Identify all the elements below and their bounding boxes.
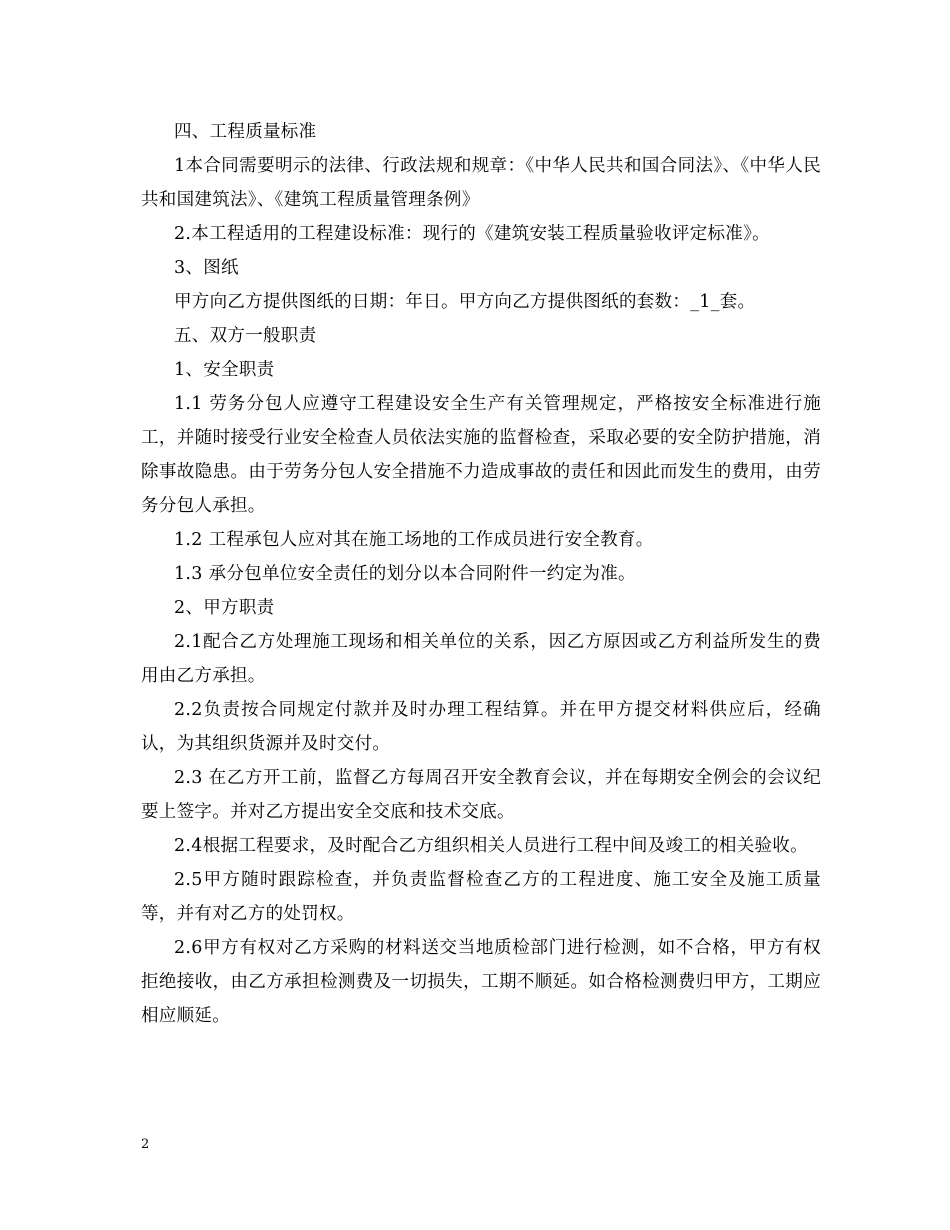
section-heading-quality-standards: 四、工程质量标准 <box>174 122 317 142</box>
clause-2-4: 2.4根据工程要求，及时配合乙方组织相关人员进行工程中间及竣工的相关验收。 <box>174 836 808 856</box>
paragraph-construction-standards: 2.本工程适用的工程建设标准：现行的《建筑安装工程质量验收评定标准》。 <box>174 224 770 244</box>
clause-1-1: 1.1 劳务分包人应遵守工程建设安全生产有关管理规定，严格按安全标准进行施工，并随时接受行业安全检查人员依法实施的监督检查，采取必要的安全防护措施，消除事故隐患。由于劳务分包人安全措施不力造成事故的责任和因此而发生的费用，由劳务分包人承担。 <box>141 394 821 516</box>
paragraph-laws-regulations: 1本合同需要明示的法律、行政法规和规章：《中华人民共和国合同法》、《中华人民共和国建筑法》、《建筑工程质量管理条例》 <box>141 156 821 210</box>
clause-2-5: 2.5甲方随时跟踪检查，并负责监督检查乙方的工程进度、施工安全及施工质量等，并有对乙方的处罚权。 <box>141 870 821 924</box>
clause-2-3: 2.3 在乙方开工前，监督乙方每周召开安全教育会议，并在每期安全例会的会议纪要上签字。并对乙方提出安全交底和技术交底。 <box>141 768 821 822</box>
clause-2-1: 2.1配合乙方处理施工现场和相关单位的关系，因乙方原因或乙方利益所发生的费用由乙方承担。 <box>141 632 821 686</box>
subheading-party-a-duties: 2、甲方职责 <box>174 598 275 618</box>
subheading-drawings: 3、图纸 <box>174 258 239 278</box>
clause-1-3: 1.3 承分包单位安全责任的划分以本合同附件一约定为准。 <box>174 564 636 584</box>
section-heading-general-duties: 五、双方一般职责 <box>174 326 317 346</box>
paragraph-drawings-provision: 甲方向乙方提供图纸的日期：年日。甲方向乙方提供图纸的套数：_1_套。 <box>174 292 756 312</box>
clause-1-2: 1.2 工程承包人应对其在施工场地的工作成员进行安全教育。 <box>174 530 654 550</box>
clause-2-2: 2.2负责按合同规定付款并及时办理工程结算。并在甲方提交材料供应后，经确认，为其组织货源并及时交付。 <box>141 700 821 754</box>
document-body <box>141 115 821 1033</box>
subheading-safety-duties: 1、安全职责 <box>174 360 275 380</box>
clause-2-6: 2.6甲方有权对乙方采购的材料送交当地质检部门进行检测，如不合格，甲方有权拒绝接收，由乙方承担检测费及一切损失，工期不顺延。如合格检测费归甲方，工期应相应顺延。 <box>141 938 821 1026</box>
page-number: 2 <box>141 1137 150 1152</box>
